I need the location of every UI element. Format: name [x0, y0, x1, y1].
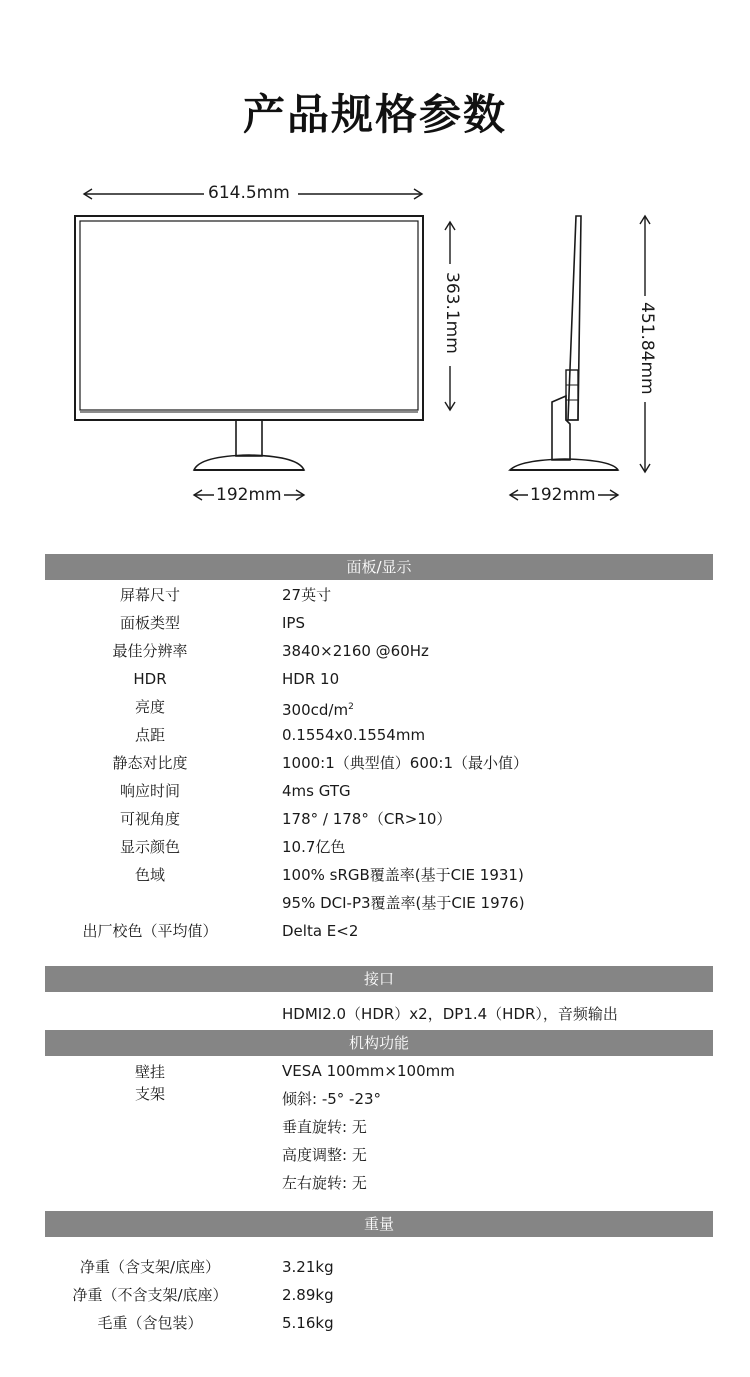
spec-value	[282, 1309, 334, 1337]
spec-row	[0, 665, 750, 693]
spec-value	[282, 1169, 367, 1197]
spec-row	[0, 777, 750, 805]
spec-value-text: IPS	[282, 614, 305, 632]
screen-height-label: 363.1mm	[442, 272, 462, 354]
spec-value	[282, 1253, 334, 1281]
spec-value	[282, 1113, 367, 1141]
spec-row	[0, 1141, 750, 1169]
spec-value-text: 左右旋转: 无	[282, 1174, 367, 1192]
side-base-width-label: 192mm	[530, 485, 596, 505]
spec-row	[0, 1169, 750, 1197]
monitor-drawing	[0, 0, 750, 540]
spec-label: 静态对比度	[112, 754, 188, 772]
section-header-ports: 接口	[45, 966, 713, 992]
section-header-mechanical: 机构功能	[45, 1030, 713, 1056]
spec-value-text: VESA 100mm×100mm	[282, 1062, 455, 1080]
spec-row	[0, 749, 750, 777]
spec-value	[282, 861, 524, 889]
spec-row	[0, 609, 750, 637]
spec-value	[282, 917, 358, 945]
spec-value-text: 27英寸	[282, 586, 332, 604]
spec-value-text: 2.89kg	[282, 1286, 334, 1304]
front-width-label: 614.5mm	[208, 183, 290, 203]
spec-value	[282, 749, 528, 777]
spec-value	[282, 609, 305, 637]
spec-row	[0, 1309, 750, 1337]
spec-value-text: 178° / 178°（CR>10）	[282, 810, 452, 828]
spec-value	[282, 1281, 334, 1309]
spec-value	[282, 833, 345, 861]
spec-value	[282, 1141, 367, 1169]
spec-value-text: 4ms GTG	[282, 782, 351, 800]
spec-row	[0, 917, 750, 945]
spec-label: 最佳分辨率	[112, 642, 188, 660]
spec-value-text: HDR 10	[282, 670, 340, 688]
spec-row	[0, 1253, 750, 1281]
total-height-label: 451.84mm	[637, 302, 657, 395]
spec-label: 亮度	[134, 698, 165, 716]
spec-row	[0, 1113, 750, 1141]
spec-value	[282, 1057, 455, 1085]
page-title: 产品规格参数	[242, 90, 507, 139]
spec-value	[282, 693, 354, 724]
spec-row	[0, 833, 750, 861]
ports-value: HDMI2.0（HDR）x2，DP1.4（HDR），音频输出	[282, 1005, 618, 1023]
spec-row	[0, 581, 750, 609]
spec-row	[0, 1057, 750, 1085]
superscript: 2	[348, 702, 354, 712]
spec-row	[0, 637, 750, 665]
monitor-front-view	[75, 216, 423, 470]
front-base-width-label: 192mm	[216, 485, 282, 505]
spec-label: 色域	[134, 866, 165, 884]
spec-value-text: Delta E<2	[282, 922, 359, 940]
section-header-panel: 面板/显示	[45, 554, 713, 580]
section-header-weight: 重量	[45, 1211, 713, 1237]
mechanical-label-line1: 壁挂	[134, 1063, 165, 1081]
spec-label: 响应时间	[119, 782, 180, 800]
spec-value	[282, 1085, 381, 1113]
spec-value-text: 倾斜: -5° -23°	[282, 1090, 382, 1108]
spec-value-text: 高度调整: 无	[282, 1146, 367, 1164]
dimension-diagram	[0, 0, 750, 540]
spec-label: HDR	[133, 670, 167, 688]
spec-row	[0, 721, 750, 749]
spec-label: 净重（不含支架/底座）	[72, 1286, 228, 1304]
spec-label: 点距	[134, 726, 165, 744]
spec-label: 毛重（含包装）	[97, 1314, 203, 1332]
spec-row	[0, 889, 750, 917]
spec-label: 显示颜色	[119, 838, 180, 856]
spec-row	[0, 1085, 750, 1113]
monitor-side-view	[510, 216, 618, 470]
spec-row	[0, 861, 750, 889]
spec-value-text: 5.16kg	[282, 1314, 334, 1332]
spec-value	[282, 777, 351, 805]
spec-value-text: 3840×2160 @60Hz	[282, 642, 429, 660]
spec-value-text: 10.7亿色	[282, 838, 346, 856]
spec-value-text: 300cd/m	[282, 701, 349, 719]
spec-value-text: 垂直旋转: 无	[282, 1118, 367, 1136]
spec-value-text: 95% DCI-P3覆盖率(基于CIE 1976)	[282, 894, 525, 912]
spec-value	[282, 637, 429, 665]
spec-label: 面板类型	[119, 614, 180, 632]
spec-value	[282, 665, 339, 693]
spec-label: 净重（含支架/底座）	[79, 1258, 221, 1276]
spec-value-text: 100% sRGB覆盖率(基于CIE 1931)	[282, 866, 524, 884]
spec-row	[0, 693, 750, 721]
spec-value	[282, 889, 525, 917]
spec-label: 出厂校色（平均值）	[82, 922, 218, 940]
spec-value-text: 0.1554x0.1554mm	[282, 726, 426, 744]
spec-value	[282, 805, 451, 833]
spec-value	[282, 721, 425, 749]
ports-row	[0, 1000, 750, 1028]
spec-value	[282, 581, 331, 609]
spec-row	[0, 805, 750, 833]
mechanical-label-line2: 支架	[134, 1085, 165, 1103]
spec-value-text: 1000:1（典型值）600:1（最小值）	[282, 754, 528, 772]
spec-row	[0, 1281, 750, 1309]
spec-label: 屏幕尺寸	[119, 586, 180, 604]
spec-label: 可视角度	[119, 810, 180, 828]
spec-value-text: 3.21kg	[282, 1258, 334, 1276]
